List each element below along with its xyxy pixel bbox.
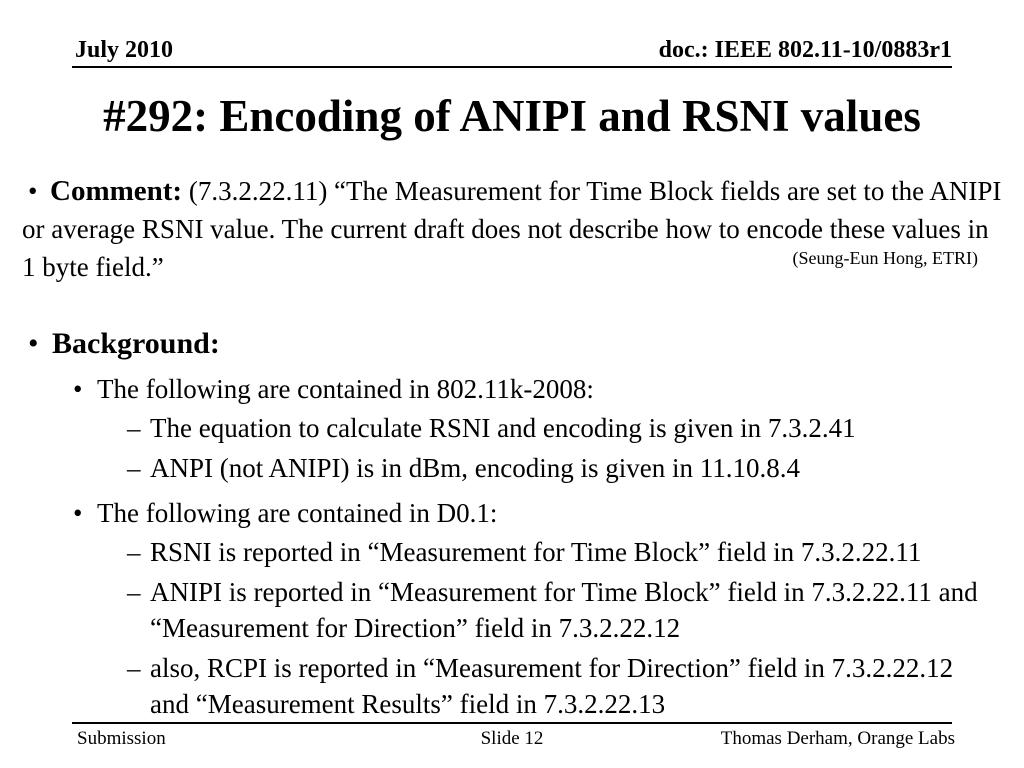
header-doc-number: doc.: IEEE 802.11-10/0883r1 (658, 37, 952, 63)
bullet-icon: • (73, 374, 83, 404)
list-item-text: RSNI is reported in “Measurement for Time Block” field in 7.3.2.22.11 (150, 537, 922, 567)
header-date: July 2010 (75, 37, 174, 63)
slide-footer (0, 727, 1024, 750)
dash-icon: – (127, 653, 141, 683)
list-item-text: also, RCPI is reported in “Measurement for Direction” field in 7.3.2.22.12 and “Measurement Results” field in 7.3.2.22.13 (150, 653, 954, 719)
list-item-text: The equation to calculate RSNI and encoding is given in 7.3.2.41 (150, 413, 856, 443)
list-group-heading-text: The following are contained in 802.11k-2008: (97, 374, 594, 404)
dash-icon: – (127, 453, 141, 483)
list-group-heading (22, 372, 997, 406)
background-label: Background: (52, 327, 220, 360)
dash-icon: – (127, 577, 141, 607)
comment-label: Comment: (50, 175, 183, 207)
dash-icon: – (127, 537, 141, 567)
footer-divider (72, 722, 952, 724)
list-item (22, 450, 997, 486)
comment-attribution: (Seung-Eun Hong, ETRI) (792, 248, 978, 268)
header-divider (72, 66, 952, 68)
bullet-icon: • (28, 327, 39, 360)
list-item (22, 574, 997, 646)
comment-text: (7.3.2.22.11) “The Measurement for Time Block fields are set to the ANIPI or average RSNI value. The current draft does not describe how to encode these values in 1 byte field.” (22, 176, 1002, 282)
slide-header (75, 36, 952, 64)
bullet-icon: • (28, 176, 38, 206)
comment-section (22, 172, 1002, 286)
footer-slide-number: Slide 12 (480, 728, 544, 749)
list-item-text: ANPI (not ANIPI) is in dBm, encoding is given in 11.10.8.4 (150, 453, 800, 483)
slide-title: #292: Encoding of ANIPI and RSNI values (103, 91, 921, 141)
list-group-heading-text: The following are contained in D0.1: (97, 498, 498, 528)
list-item (22, 650, 997, 722)
footer-author: Thomas Derham, Orange Labs (720, 728, 955, 749)
background-heading-row (22, 326, 997, 362)
list-item-text: ANIPI is reported in “Measurement for Time Block” field in 7.3.2.22.11 and “Measurement for Direction” field in 7.3.2.22.12 (150, 577, 978, 643)
list-item (22, 410, 997, 446)
background-section (22, 326, 997, 722)
footer-submission: Submission (77, 728, 166, 749)
bullet-icon: • (73, 498, 83, 528)
list-group-heading (22, 496, 997, 530)
list-item (22, 534, 997, 570)
dash-icon: – (127, 413, 141, 443)
